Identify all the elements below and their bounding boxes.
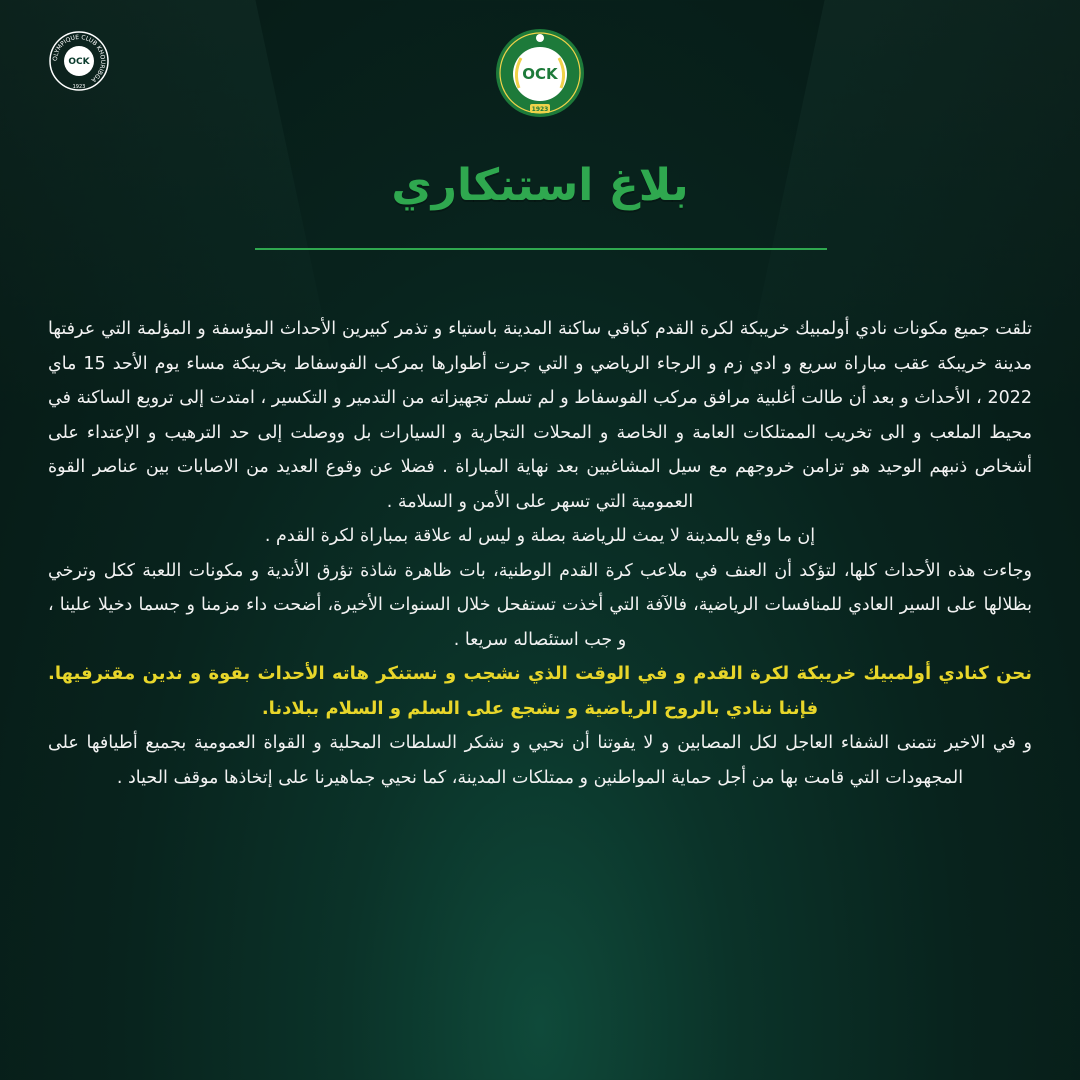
club-emblem-main [495,28,585,118]
paragraph-closing: و في الاخير نتمنى الشفاء العاجل لكل المصابين و لا يفوتنا أن نحيي و نشكر السلطات المحلية و القواة العمومية بجميع أطيافها على المجهودات التي قامت بها من أجل حماية المواطنين و ممتلكات المدينة، كما نحيي جماهيرنا على إتخاذها موقف الحياد . [48,733,1032,788]
paragraph-incident: تلقت جميع مكونات نادي أولمبيك خريبكة لكرة القدم كباقي ساكنة المدينة باستياء و تذمر كبيرين الأحداث المؤسفة و المؤلمة التي عرفتها مدينة خريبكة عقب مباراة سريع و ادي زم و الرجاء الرياضي و التي جرت أطوارها بمركب الفوسفاط بخريبكة مساء يوم الأحد 15 ماي 2022 ، الأحداث و بعد أن طالت أغلبية مرافق مركب الفوسفاط و لم تسلم تجهيزاته من التدمير و التكسير ، امتدت إلى ترويع الساكنة في محيط الملعب و الى تخريب الممتلكات العامة و الخاصة و المحلات التجارية و السيارات بل ووصلت إلى حد الترهيب و الإعتداء على أشخاص ذنبهم الوحيد هو تزامن خروجهم مع سيل المشاغبين بعد نهاية المباراة . فضلا عن وقوع العديد من الاصابات بين عناصر القوة العمومية التي تسهر على الأمن و السلامة . [48,319,1033,512]
title-divider [255,248,827,250]
club-crest-corner [48,30,110,92]
page-title: بلاغ استنكاري [391,160,689,211]
football-icon [536,34,544,42]
corner-logo-year: 1923 [72,84,86,90]
paragraph-condemnation: نحن كنادي أولمبيك خريبكة لكرة القدم و في الوقت الذي نشجب و نستنكر هاته الأحداث بقوة و ندين مقترفيها. فإننا ننادي بالروح الرياضية و نشجع على السلم و السلام ببلادنا. [48,663,1032,719]
statement-body [48,312,1032,795]
main-logo-year: 1923 [531,106,549,113]
main-logo-center-text: OCK [522,65,558,83]
paragraph-no-relation: إن ما وقع بالمدينة لا يمث للرياضة بصلة و ليس له علاقة بمباراة لكرة القدم . [264,526,816,546]
corner-logo-center-text: OCK [68,57,90,67]
paragraph-violence: وجاءت هذه الأحداث كلها، لتؤكد أن العنف في ملاعب كرة القدم الوطنية، بات ظاهرة شاذة تؤرق الأندية و مكونات اللعبة ككل وترخي بظلالها على السير العادي للمنافسات الرياضية، فالآفة التي أخذت تستفحل خلال السنوات الأخيرة، أضحت داء مزمنا و جسما دخيلا علينا ، و جب استئصاله سريعا . [48,560,1032,650]
corner-logo-ring-text: OLYMPIQUE CLUB KHOURIBGA [51,33,107,84]
